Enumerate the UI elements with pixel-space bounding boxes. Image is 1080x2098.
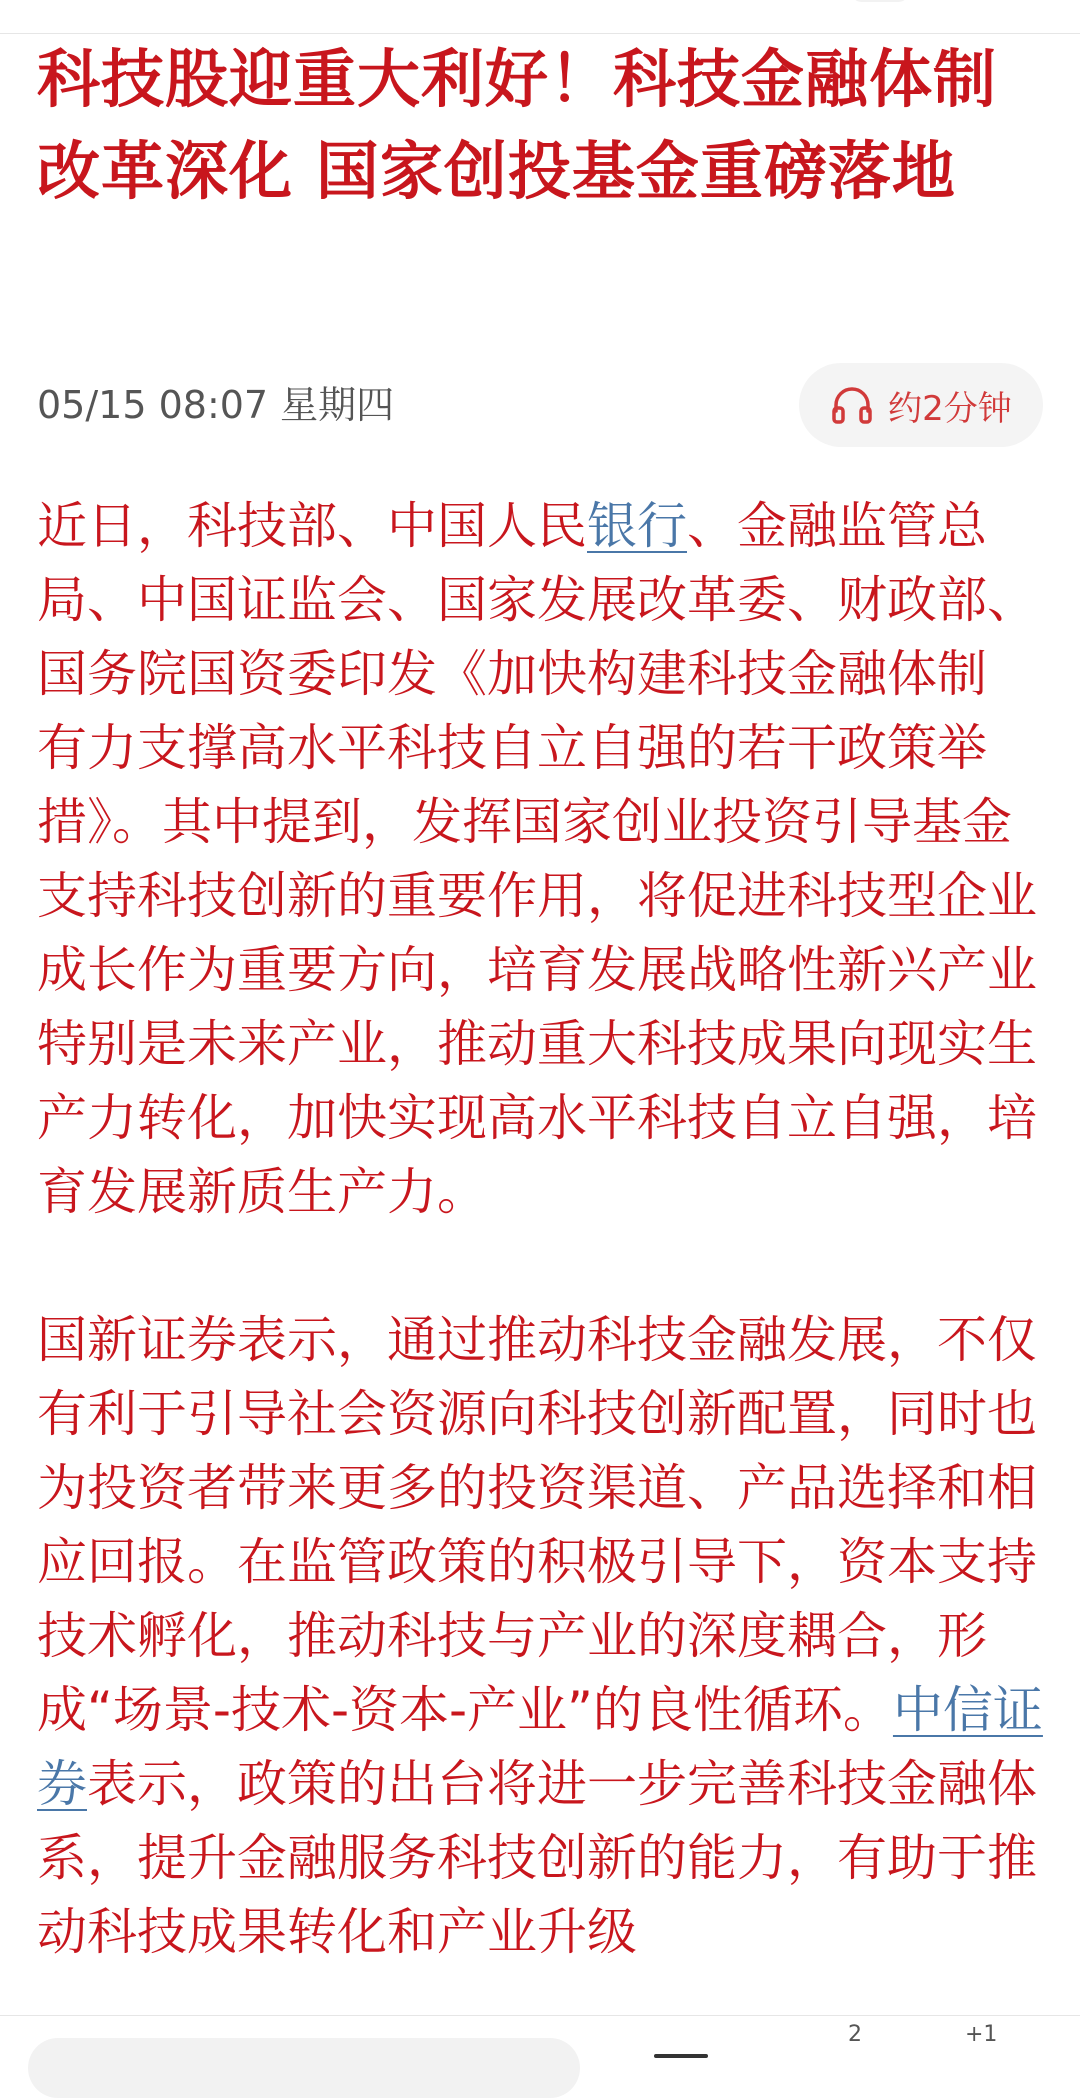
stock-link[interactable]: 银行 xyxy=(587,497,687,555)
article-header xyxy=(37,34,1043,218)
top-toolbar-edge xyxy=(0,0,1080,34)
listen-button[interactable] xyxy=(799,363,1043,447)
listen-duration-label: 约2分钟 xyxy=(888,388,1012,429)
headphones-icon xyxy=(830,385,874,425)
comment-input[interactable] xyxy=(28,2038,580,2098)
article-title: 科技股迎重大利好！科技金融体制改革深化 国家创投基金重磅落地 xyxy=(37,43,997,208)
stock-link[interactable]: 中信证券 xyxy=(37,1681,1043,1813)
paragraph-text: 国新证券表示，通过推动科技金融发展，不仅有利于引导社会资源向科技创新配置，同时也为投资者带来更多的投资渠道、产品选择和相应回报。在监管政策的积极引导下，资本支持技术孵化，推动科技与产业的深度耦合，形成“场景-技术-资本-产业”的良性循环。 xyxy=(37,1311,1037,1739)
toolbar-button-edge[interactable] xyxy=(850,0,910,2)
paragraph-text: 表示，政策的出台将进一步完善科技金融体系，提升金融服务科技创新的能力，有助于推动科技成果转化和产业升级 xyxy=(37,1755,1037,1961)
article-meta xyxy=(37,363,1043,447)
paragraph-text: 、金融监管总局、中国证监会、国家发展改革委、财政部、国务院国资委印发《加快构建科技金融体制 有力支撑高水平科技自立自强的若干政策举措》。其中提到，发挥国家创业投资引导基金支持科技创新的重要作用，将促进科技型企业成长作为重要方向，培育发展战略性新兴产业特别是未来产业，推动重大科技成果向现实生产力转化，加快实现高水平科技自立自强，培育发展新质生产力。 xyxy=(37,497,1037,1221)
comment-icon[interactable] xyxy=(654,2054,708,2058)
article-body xyxy=(37,489,1043,2043)
publish-datetime: 05/15 08:07 星期四 xyxy=(37,383,395,427)
paragraph-text: 近日，科技部、中国人民 xyxy=(37,497,587,555)
comment-count-badge: 2 xyxy=(848,2022,862,2047)
body-paragraph xyxy=(37,1303,1043,1969)
bottom-action-bar xyxy=(0,2015,1080,2066)
like-count-badge: +1 xyxy=(965,2022,998,2047)
body-paragraph xyxy=(37,489,1043,1229)
